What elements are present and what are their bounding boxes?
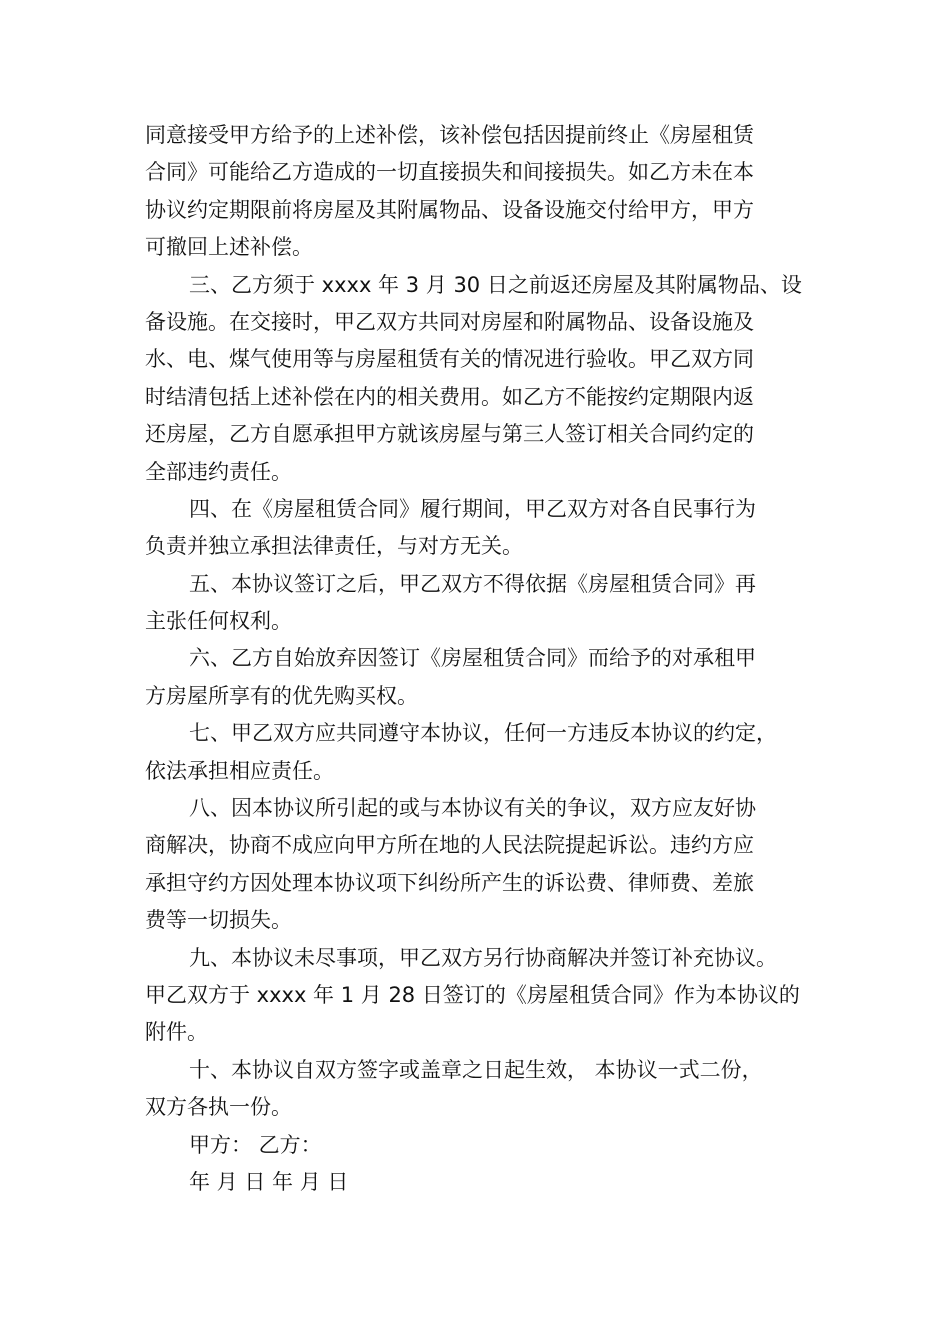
text-line: 时结清包括上述补偿在内的相关费用。如乙方不能按约定期限内返 [145, 384, 754, 409]
text-line: 协议约定期限前将房屋及其附属物品、设备设施交付给甲方，甲方 [145, 197, 754, 222]
document-body [145, 117, 815, 1201]
clause-6-start: 六、乙方自始放弃因签订《房屋租赁合同》而给予的对承租甲 [189, 646, 756, 671]
clause-3-start: 三、乙方须于 xxxx 年 3 月 30 日之前返还房屋及其附属物品、设 [189, 272, 802, 297]
clause-5-start: 五、本协议签订之后，甲乙双方不得依据《房屋租赁合同》再 [189, 571, 756, 596]
text-line: 同意接受甲方给予的上述补偿，该补偿包括因提前终止《房屋租赁 [145, 123, 754, 147]
text-line: 甲乙双方于 xxxx 年 1 月 28 日签订的《房屋租赁合同》作为本协议的 [145, 982, 800, 1007]
text-line: 方房屋所享有的优先购买权。 [145, 683, 418, 708]
text-line: 负责并独立承担法律责任，与对方无关。 [145, 534, 523, 559]
clause-4-start: 四、在《房屋租赁合同》履行期间，甲乙双方对各自民事行为 [189, 496, 756, 521]
text-line: 全部违约责任。 [145, 459, 292, 484]
text-line: 依法承担相应责任。 [145, 758, 334, 783]
clause-10-start: 十、本协议自双方签字或盖章之日起生效， 本协议一式二份， [189, 1057, 763, 1082]
signature-parties: 甲方： 乙方： [189, 1132, 322, 1157]
clause-8-start: 八、因本协议所引起的或与本协议有关的争议，双方应友好协 [189, 796, 756, 821]
text-line: 水、电、煤气使用等与房屋租赁有关的情况进行验收。甲乙双方同 [145, 347, 754, 372]
clause-9-start: 九、本协议未尽事项，甲乙双方另行协商解决并签订补充协议。 [189, 945, 777, 970]
text-line: 还房屋，乙方自愿承担甲方就该房屋与第三人签订相关合同约定的 [145, 422, 754, 447]
text-line: 可撤回上述补偿。 [145, 235, 313, 260]
text-line: 合同》可能给乙方造成的一切直接损失和间接损失。如乙方未在本 [145, 160, 754, 185]
text-line: 双方各执一份。 [145, 1095, 292, 1120]
text-line: 承担守约方因处理本协议项下纠纷所产生的诉讼费、律师费、差旅 [145, 870, 754, 895]
clause-7-start: 七、甲乙双方应共同遵守本协议，任何一方违反本协议的约定， [189, 721, 777, 746]
text-line: 附件。 [145, 1020, 208, 1045]
text-line: 主张任何权利。 [145, 609, 292, 634]
text-line: 费等一切损失。 [145, 908, 292, 933]
text-line: 商解决，协商不成应向甲方所在地的人民法院提起诉讼。违约方应 [145, 833, 754, 858]
signature-dates: 年 月 日 年 月 日 [189, 1169, 349, 1194]
text-line: 备设施。在交接时，甲乙双方共同对房屋和附属物品、设备设施及 [145, 309, 754, 334]
